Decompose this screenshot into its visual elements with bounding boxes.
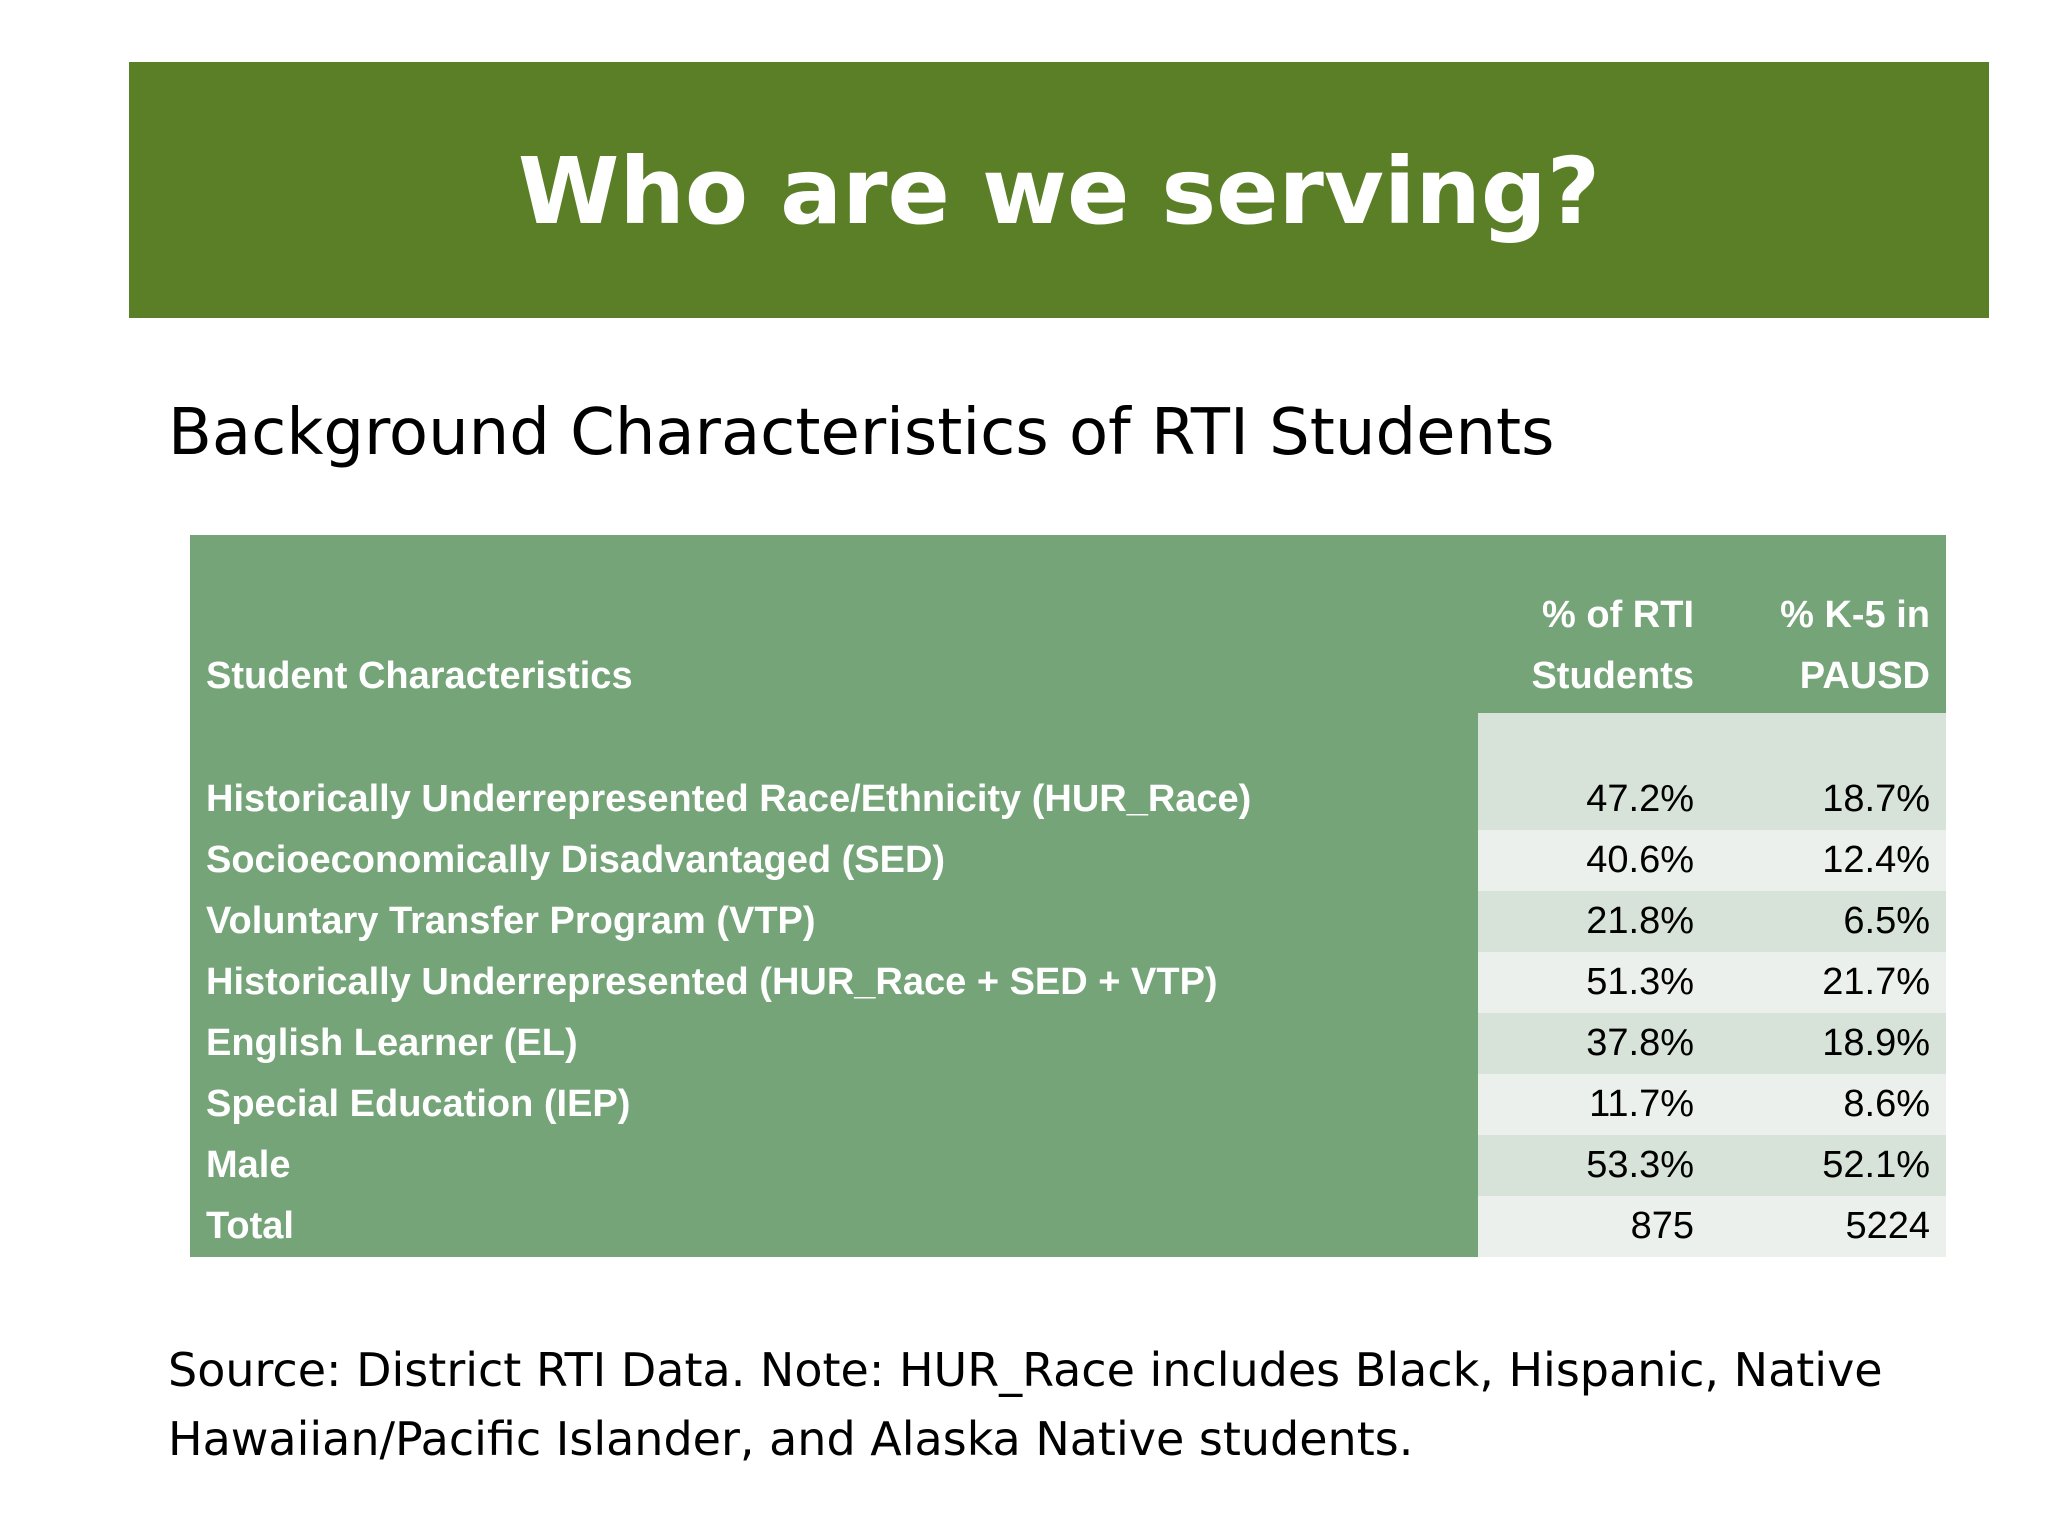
row-k5-value: 8.6%	[1710, 1074, 1946, 1135]
table-row	[190, 952, 1946, 1013]
row-rti-value: 51.3%	[1478, 952, 1710, 1013]
title-bar	[129, 62, 1989, 318]
row-label: Historically Underrepresented Race/Ethnicity (HUR_Race)	[190, 769, 1478, 830]
row-label: Special Education (IEP)	[190, 1074, 1478, 1135]
row-k5-value: 6.5%	[1710, 891, 1946, 952]
row-label: Voluntary Transfer Program (VTP)	[190, 891, 1478, 952]
table-row	[190, 1013, 1946, 1074]
row-k5-value: 18.7%	[1710, 769, 1946, 830]
row-k5-value: 18.9%	[1710, 1013, 1946, 1074]
stats-table	[190, 535, 1946, 1257]
table-row	[190, 891, 1946, 952]
table-spacer-row	[190, 713, 1946, 769]
table-row	[190, 1135, 1946, 1196]
row-label: English Learner (EL)	[190, 1013, 1478, 1074]
row-k5-value: 52.1%	[1710, 1135, 1946, 1196]
table-header-row	[190, 535, 1946, 713]
header-pct-rti-students: % of RTI Students	[1478, 535, 1710, 713]
row-label: Total	[190, 1196, 1478, 1257]
row-rti-value: 37.8%	[1478, 1013, 1710, 1074]
row-label: Historically Underrepresented (HUR_Race + SED + VTP)	[190, 952, 1478, 1013]
row-rti-value: 40.6%	[1478, 830, 1710, 891]
row-rti-value: 53.3%	[1478, 1135, 1710, 1196]
row-rti-value: 875	[1478, 1196, 1710, 1257]
row-label: Male	[190, 1135, 1478, 1196]
row-k5-value: 12.4%	[1710, 830, 1946, 891]
row-rti-value: 11.7%	[1478, 1074, 1710, 1135]
row-k5-value: 5224	[1710, 1196, 1946, 1257]
table-row	[190, 830, 1946, 891]
slide-title: Who are we serving?	[517, 137, 1601, 245]
header-pct-k5-pausd: % K-5 in PAUSD	[1710, 535, 1946, 713]
table-row	[190, 769, 1946, 830]
table-row	[190, 1196, 1946, 1257]
row-label: Socioeconomically Disadvantaged (SED)	[190, 830, 1478, 891]
header-student-characteristics: Student Characteristics	[190, 535, 1478, 713]
slide-subtitle: Background Characteristics of RTI Students	[168, 396, 1555, 470]
characteristics-table	[190, 535, 1946, 1257]
source-note: Source: District RTI Data. Note: HUR_Race includes Black, Hispanic, Native Hawaiian/Pacific Islander, and Alaska Native students.	[168, 1343, 1883, 1466]
table-row	[190, 1074, 1946, 1135]
row-rti-value: 47.2%	[1478, 769, 1710, 830]
row-k5-value: 21.7%	[1710, 952, 1946, 1013]
row-rti-value: 21.8%	[1478, 891, 1710, 952]
